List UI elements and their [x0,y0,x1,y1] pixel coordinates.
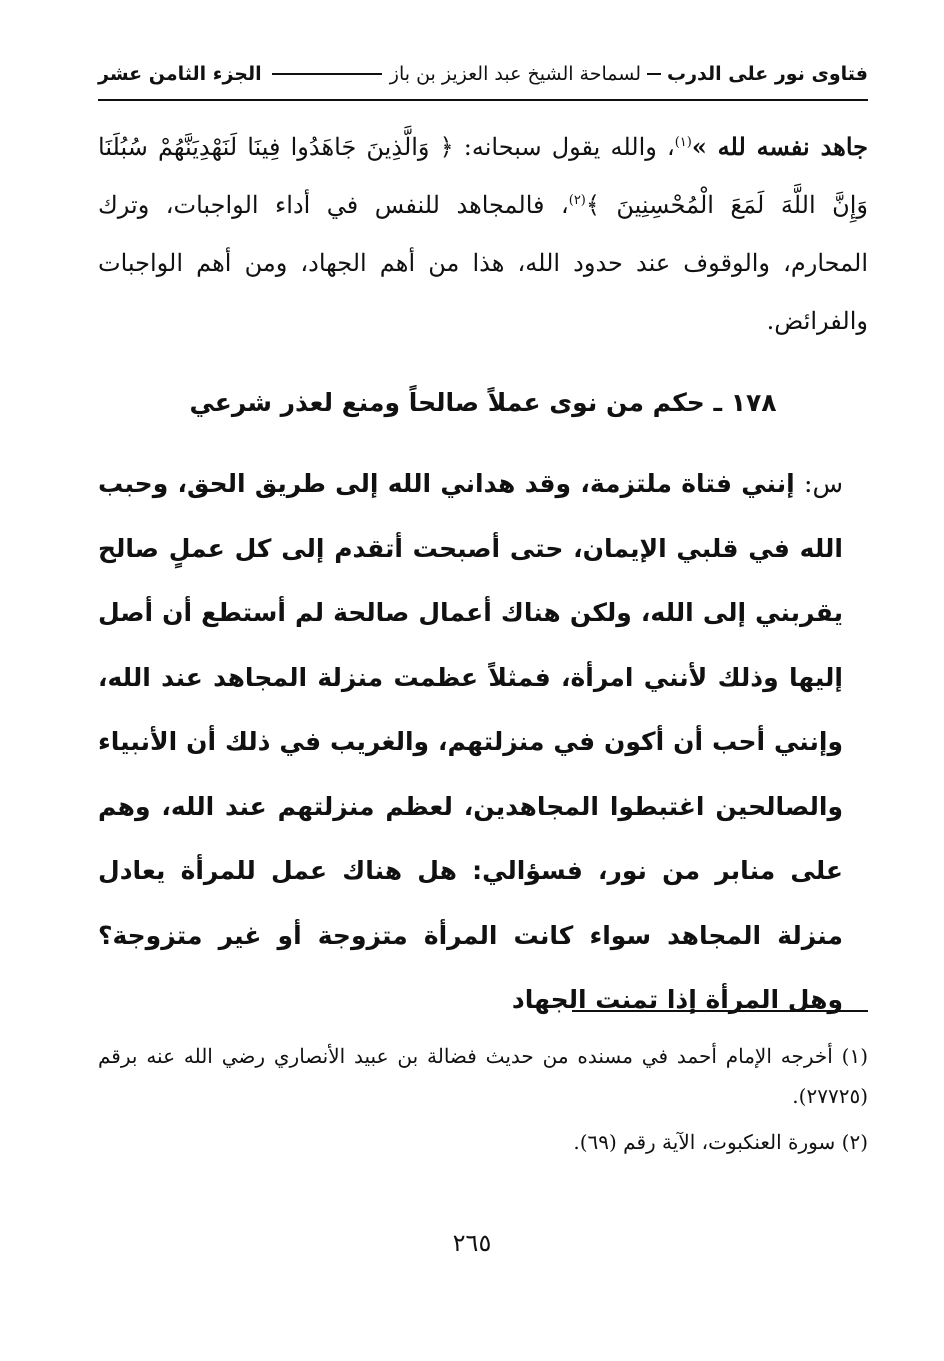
question-prefix: س: [804,469,843,498]
quran-quote: ، والله يقول سبحانه: ﴿ وَالَّذِينَ جَاهَدُوا فِينَا لَنَهْدِيَنَّهُمْ سُبُلَنَا وَإِنَّ اللَّهَ لَمَعَ الْمُحْسِنِينَ ﴾ [98,133,868,219]
footnote-2: (٢) سورة العنكبوت، الآية رقم (٦٩). [573,1130,868,1154]
question-paragraph [98,452,843,1033]
footnote-ref-2: (٢) [568,193,586,208]
body-paragraph [98,118,868,350]
paragraph-lead: جاهد نفسه لله » [691,132,868,161]
footnotes [98,1036,868,1168]
running-header [98,56,868,92]
footnote-1: (١) أخرجه الإمام أحمد في مسنده من حديث فضالة بن عبيد الأنصاري رضي الله عنه برقم (٢٧٧٢٥). [98,1044,868,1108]
question-text: إنني فتاة ملتزمة، وقد هداني الله إلى طريق الحق، وحبب الله في قلبي الإيمان، حتى أصبحت أتقدم إلى كل عملٍ صالح يقربني إلى الله، ولكن هناك أعمال صالحة لم أستطع أن أصل إليها وذلك لأنني امرأة، فمثلاً عظمت منزلة المجاهد عند الله، وإنني أحب أن أكون في منزلتهم، والغريب في ذلك أن الأنبياء والصالحين اغتبطوا المجاهدين، لعظم منزلتهم عند الله، وهم على منابر من نور، فسؤالي: هل هناك عمل للمرأة يعادل منزلة المجاهد سواء كانت المرأة متزوجة أو غير متزوجة؟ وهل المرأة إذا تمنت الجهاد [98,469,843,1014]
fatwa-heading: ١٧٨ ـ حكم من نوى عملاً صالحاً ومنع لعذر شرعي [189,388,777,417]
part-label: الجزء الثامن عشر [98,63,262,85]
footnote-ref-1: (١) [674,135,692,150]
header-dash [647,73,661,75]
header-rule [98,99,868,101]
book-title: فتاوى نور على الدرب [667,63,868,85]
paragraph-rest: ، فالمجاهد للنفس في أداء الواجبات، وترك المحارم، والوقوف عند حدود الله، هذا من أهم الجهاد، ومن أهم الواجبات والفرائض. [98,191,868,335]
page-number: ٢٦٥ [452,1229,492,1257]
footnote-rule [572,1010,868,1012]
header-long-dash [272,73,382,75]
author-name: لسماحة الشيخ عبد العزيز بن باز [389,63,641,85]
